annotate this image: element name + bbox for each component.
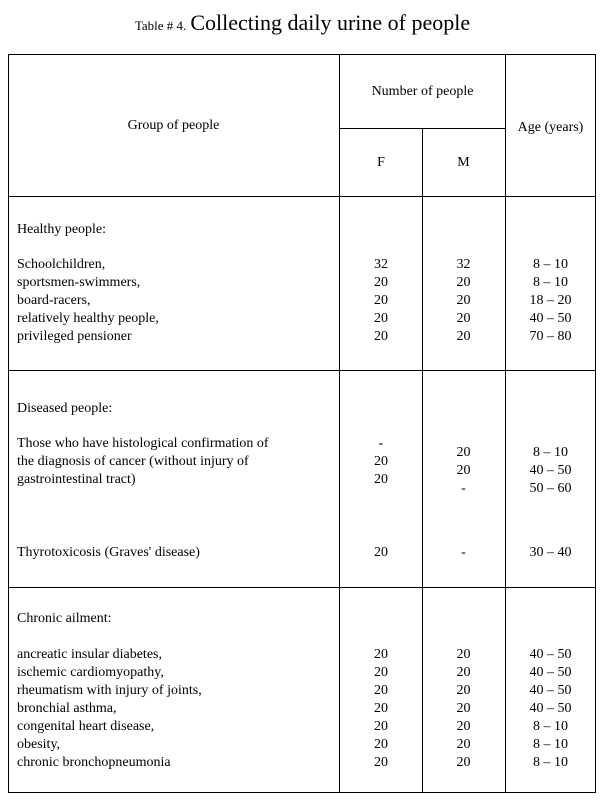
- age-range: 8 – 10: [533, 755, 568, 770]
- count-f: 20: [374, 293, 388, 308]
- group-label: chronic bronchopneumonia: [17, 755, 171, 770]
- count-f: 20: [374, 755, 388, 770]
- count-f: 20: [374, 472, 388, 487]
- border-bottom: [8, 792, 596, 793]
- count-f: 20: [374, 329, 388, 344]
- divider-diseased: [8, 587, 596, 588]
- count-m: 20: [456, 311, 471, 326]
- count-m: 20: [456, 329, 471, 344]
- table-title: Collecting daily urine of people: [190, 10, 471, 35]
- count-f: 20: [374, 311, 388, 326]
- section-heading-diseased: Diseased people:: [17, 401, 113, 416]
- count-f: 20: [374, 647, 388, 662]
- header-number: Number of people: [371, 84, 474, 99]
- age-range: 18 – 20: [529, 293, 572, 308]
- header-group: Group of people: [127, 118, 220, 133]
- count-f: 20: [374, 701, 388, 716]
- age-range: 8 – 10: [533, 719, 568, 734]
- age-range: 40 – 50: [529, 683, 572, 698]
- group-label: gastrointestinal tract): [17, 472, 136, 487]
- group-label: board-racers,: [17, 293, 91, 308]
- header-f: F: [377, 155, 385, 170]
- count-f: 20: [374, 719, 388, 734]
- count-f: 20: [374, 545, 388, 560]
- age-range: 40 – 50: [529, 701, 572, 716]
- table-number: Table # 4.: [134, 18, 187, 33]
- divider-header: [8, 196, 596, 197]
- count-f: 20: [374, 683, 388, 698]
- section-heading-healthy: Healthy people:: [17, 222, 107, 237]
- group-label: rheumatism with injury of joints,: [17, 683, 202, 698]
- count-f: 20: [374, 275, 388, 290]
- group-label: relatively healthy people,: [17, 311, 159, 326]
- count-m: 20: [456, 719, 471, 734]
- count-m: 20: [456, 665, 471, 680]
- group-label: Schoolchildren,: [17, 257, 106, 272]
- count-f: 20: [374, 737, 388, 752]
- section-heading-chronic: Chronic ailment:: [17, 611, 112, 626]
- group-label: bronchial asthma,: [17, 701, 117, 716]
- count-m: 20: [456, 737, 471, 752]
- age-range: 50 – 60: [529, 481, 572, 496]
- count-m: -: [461, 545, 466, 560]
- age-range: 8 – 10: [533, 275, 568, 290]
- group-label: ischemic cardiomyopathy,: [17, 665, 164, 680]
- count-m: 20: [456, 445, 471, 460]
- group-label: ancreatic insular diabetes,: [17, 647, 162, 662]
- count-f: 20: [374, 454, 388, 469]
- group-label: the diagnosis of cancer (without injury of: [17, 454, 249, 469]
- count-m: 20: [456, 463, 471, 478]
- border-left: [8, 54, 9, 793]
- age-range: 8 – 10: [533, 257, 568, 272]
- group-label: Thyrotoxicosis (Graves' disease): [17, 545, 200, 560]
- count-f: 20: [374, 665, 388, 680]
- table-caption: [0, 10, 605, 36]
- group-label: privileged pensioner: [17, 329, 132, 344]
- count-m: 20: [456, 275, 471, 290]
- age-range: 30 – 40: [529, 545, 572, 560]
- divider-healthy: [8, 370, 596, 371]
- age-range: 70 – 80: [529, 329, 572, 344]
- count-m: 20: [456, 701, 471, 716]
- age-range: 8 – 10: [533, 737, 568, 752]
- count-m: 20: [456, 755, 471, 770]
- header-age: Age (years): [517, 120, 584, 135]
- count-f: 32: [374, 257, 388, 272]
- age-range: 40 – 50: [529, 665, 572, 680]
- group-label: sportsmen-swimmers,: [17, 275, 141, 290]
- count-m: 32: [456, 257, 471, 272]
- border-top: [8, 54, 596, 55]
- age-range: 40 – 50: [529, 647, 572, 662]
- age-range: 40 – 50: [529, 463, 572, 478]
- age-range: 8 – 10: [533, 445, 568, 460]
- divider-number-header: [339, 128, 505, 129]
- count-m: 20: [456, 683, 471, 698]
- count-m: -: [461, 481, 466, 496]
- urine-collection-table: [8, 54, 596, 793]
- header-m: M: [457, 155, 470, 170]
- count-m: 20: [456, 647, 471, 662]
- count-m: 20: [456, 293, 471, 308]
- group-label: congenital heart disease,: [17, 719, 155, 734]
- count-f: -: [378, 436, 384, 451]
- group-label: obesity,: [17, 737, 61, 752]
- age-range: 40 – 50: [529, 311, 572, 326]
- group-label: Those who have histological confirmation of: [17, 436, 269, 451]
